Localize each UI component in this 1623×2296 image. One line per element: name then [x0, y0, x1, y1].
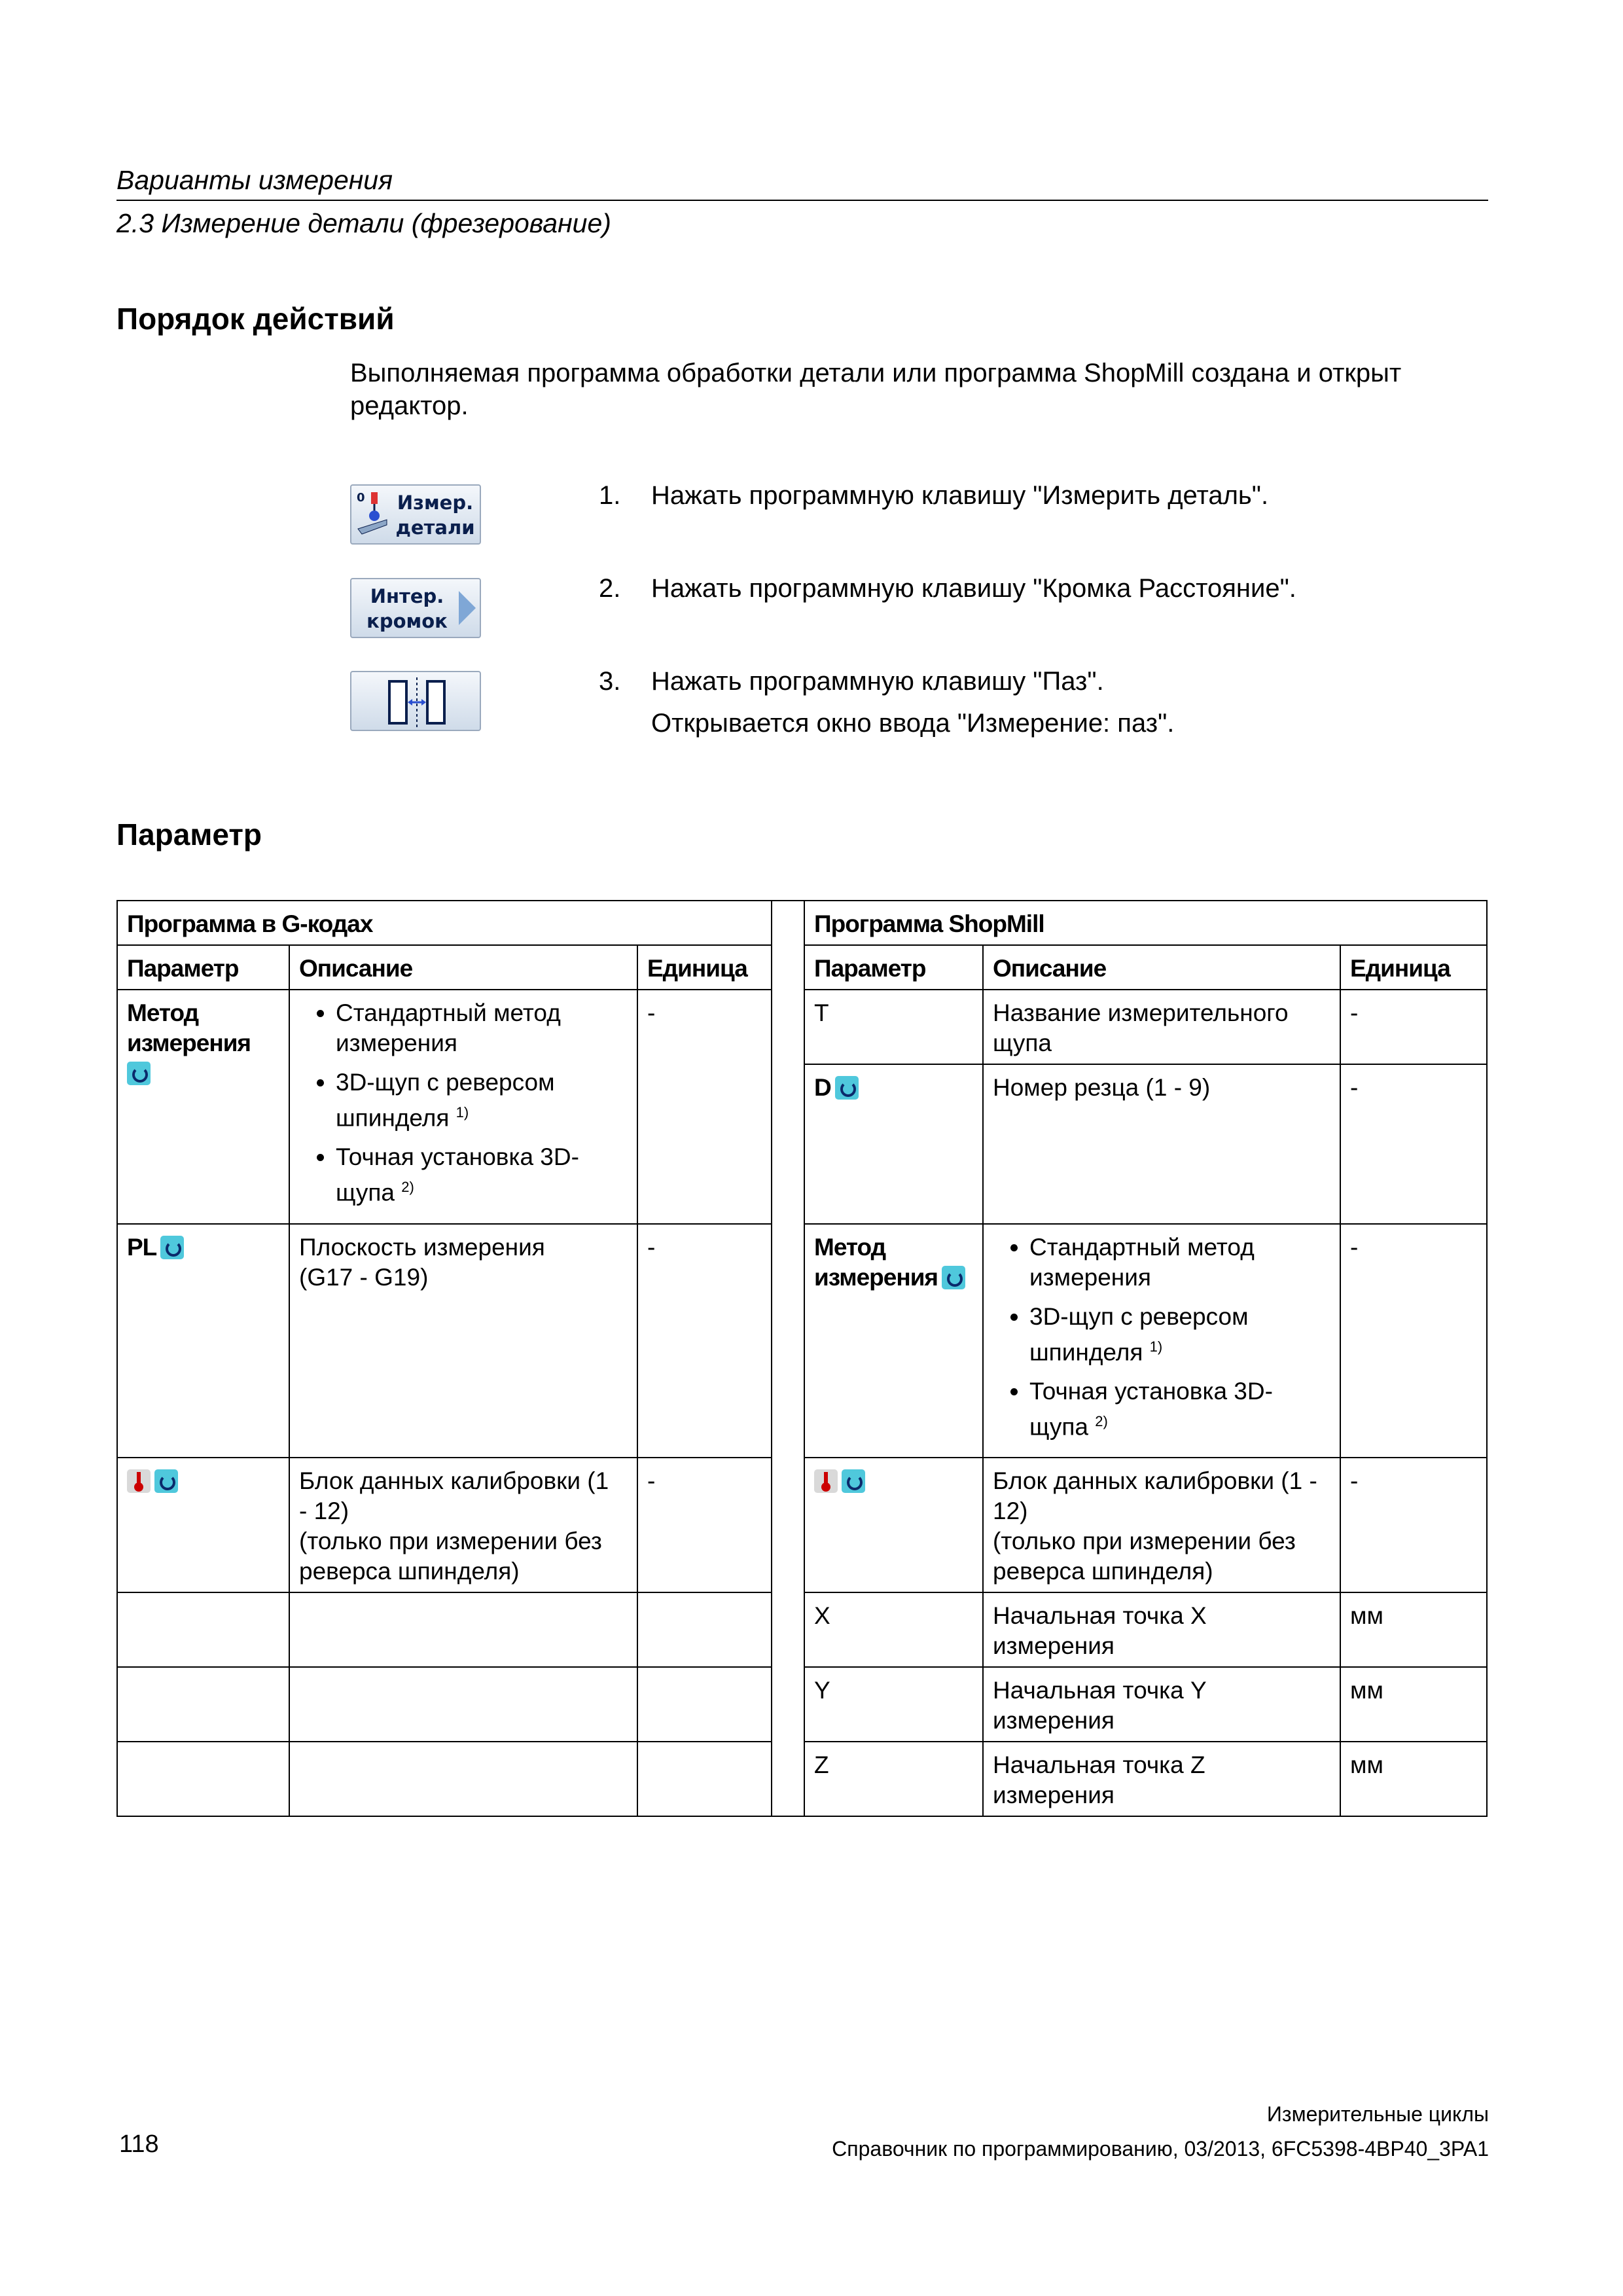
s-d-param [804, 1064, 983, 1224]
softkey-slot[interactable] [350, 671, 481, 731]
step-1 [599, 476, 1268, 515]
sequence-heading: Порядок действий [116, 302, 395, 336]
softkey-measure-label-1: Измер. [397, 492, 474, 514]
g-method-unit: - [637, 990, 772, 1224]
s-z-param: Z [804, 1742, 983, 1816]
toggle-icon[interactable] [835, 1076, 859, 1100]
step-2 [599, 569, 1296, 608]
s-calib-unit: - [1340, 1458, 1487, 1592]
g-method-name-1: Метод [127, 999, 199, 1026]
gcode-program-title: Программа в G-кодах [117, 901, 772, 945]
step-1-number: 1. [599, 481, 621, 510]
g-pl-desc-2: (G17 - G19) [299, 1264, 429, 1291]
step-3 [599, 662, 1104, 701]
g-pl-param [117, 1224, 289, 1458]
softkey-edges[interactable] [350, 578, 481, 638]
s-method-unit: - [1340, 1224, 1487, 1458]
toggle-icon[interactable] [942, 1266, 965, 1289]
s-x-param: X [804, 1592, 983, 1667]
list-item: • 3D-щуп с реверсом шпинделя $^{1)}$ [1029, 1302, 1330, 1367]
s-x-desc: Начальная точка X измерения [983, 1592, 1340, 1667]
toggle-icon[interactable] [127, 1062, 151, 1085]
s-method-param [804, 1224, 983, 1458]
svg-text:0: 0 [357, 491, 365, 505]
table-row-g-method-param [117, 990, 289, 1224]
g-pl-desc [289, 1224, 637, 1458]
thermometer-icon [127, 1469, 151, 1493]
s-d-unit: - [1340, 1064, 1487, 1224]
col-header-param-g: Параметр [117, 945, 289, 990]
list-item: • Стандартный метод измерения [1029, 1232, 1330, 1293]
s-t-param: T [804, 990, 983, 1064]
g-calib-desc: Блок данных калибровки (1 - 12) (только при измерении без реверса шпинделя) [289, 1458, 637, 1592]
toggle-icon[interactable] [842, 1469, 865, 1493]
parameter-heading: Параметр [116, 817, 262, 852]
toggle-icon[interactable] [154, 1469, 178, 1493]
s-z-unit: мм [1340, 1742, 1487, 1816]
col-header-desc-s: Описание [983, 945, 1340, 990]
header-rule [116, 200, 1488, 201]
col-header-unit-g: Единица [637, 945, 772, 990]
s-y-desc: Начальная точка Y измерения [983, 1667, 1340, 1742]
g-method-desc [289, 990, 637, 1224]
shopmill-program-title: Программа ShopMill [804, 901, 1487, 945]
step-2-text: Нажать программную клавишу "Кромка Расстояние". [651, 574, 1296, 603]
arrow-right-icon [457, 590, 477, 626]
g-calib-param [117, 1458, 289, 1592]
softkey-edges-label-1: Интер. [370, 585, 444, 607]
thermometer-icon [814, 1469, 838, 1493]
s-y-param: Y [804, 1667, 983, 1742]
intro-paragraph: Выполняемая программа обработки детали или программа ShopMill создана и открыт редактор. [350, 359, 1402, 420]
running-header-chapter: Варианты измерения [116, 165, 393, 195]
list-item: • Точная установка 3D-щупа $^{2)}$ [1029, 1376, 1330, 1442]
g-method-name-2: измерения [127, 1030, 251, 1056]
g-pl-name: PL [127, 1234, 157, 1261]
g-calib-unit: - [637, 1458, 772, 1592]
parameter-table [116, 900, 1488, 1817]
list-item: • Стандартный метод измерения [336, 998, 628, 1058]
s-d-desc: Номер резца (1 - 9) [983, 1064, 1340, 1224]
footer-book-title: Измерительные циклы [1266, 2102, 1489, 2126]
toggle-icon[interactable] [160, 1236, 184, 1259]
s-method-desc [983, 1224, 1340, 1458]
s-z-desc: Начальная точка Z измерения [983, 1742, 1340, 1816]
s-y-unit: мм [1340, 1667, 1487, 1742]
s-x-unit: мм [1340, 1592, 1487, 1667]
softkey-measure-label-2: детали [395, 516, 475, 539]
step-3-text: Нажать программную клавишу "Паз". [651, 667, 1104, 696]
softkey-measure-workpiece[interactable] [350, 484, 481, 545]
footer-reference: Справочник по программированию, 03/2013, 6FC5398-4BP40_3PA1 [832, 2137, 1489, 2161]
softkey-edges-label-2: кромок [366, 610, 448, 632]
step-2-number: 2. [599, 574, 621, 603]
running-header-section: 2.3 Измерение детали (фрезерование) [116, 208, 611, 238]
col-header-unit-s: Единица [1340, 945, 1487, 990]
s-method-name-2: измерения [814, 1264, 938, 1291]
measure-workpiece-icon [355, 488, 389, 541]
col-header-param-s: Параметр [804, 945, 983, 990]
s-method-name-1: Метод [814, 1234, 886, 1261]
s-calib-desc: Блок данных калибровки (1 - 12) (только при измерении без реверса шпинделя) [983, 1458, 1340, 1592]
s-t-desc: Название измерительного щупа [983, 990, 1340, 1064]
step-3-number: 3. [599, 667, 621, 696]
page-number: 118 [119, 2130, 159, 2158]
col-header-desc-g: Описание [289, 945, 637, 990]
s-calib-param [804, 1458, 983, 1592]
g-pl-desc-1: Плоскость измерения [299, 1234, 545, 1261]
list-item: • Точная установка 3D-щупа $^{2)}$ [336, 1142, 628, 1208]
step-3-result: Открывается окно ввода "Измерение: паз". [651, 709, 1175, 738]
step-1-text: Нажать программную клавишу "Измерить деталь". [651, 481, 1269, 510]
s-t-unit: - [1340, 990, 1487, 1064]
g-pl-unit: - [637, 1224, 772, 1458]
s-d-name: D [814, 1074, 831, 1101]
list-item: • 3D-щуп с реверсом шпинделя $^{1)}$ [336, 1067, 628, 1133]
slot-icon [351, 672, 482, 730]
